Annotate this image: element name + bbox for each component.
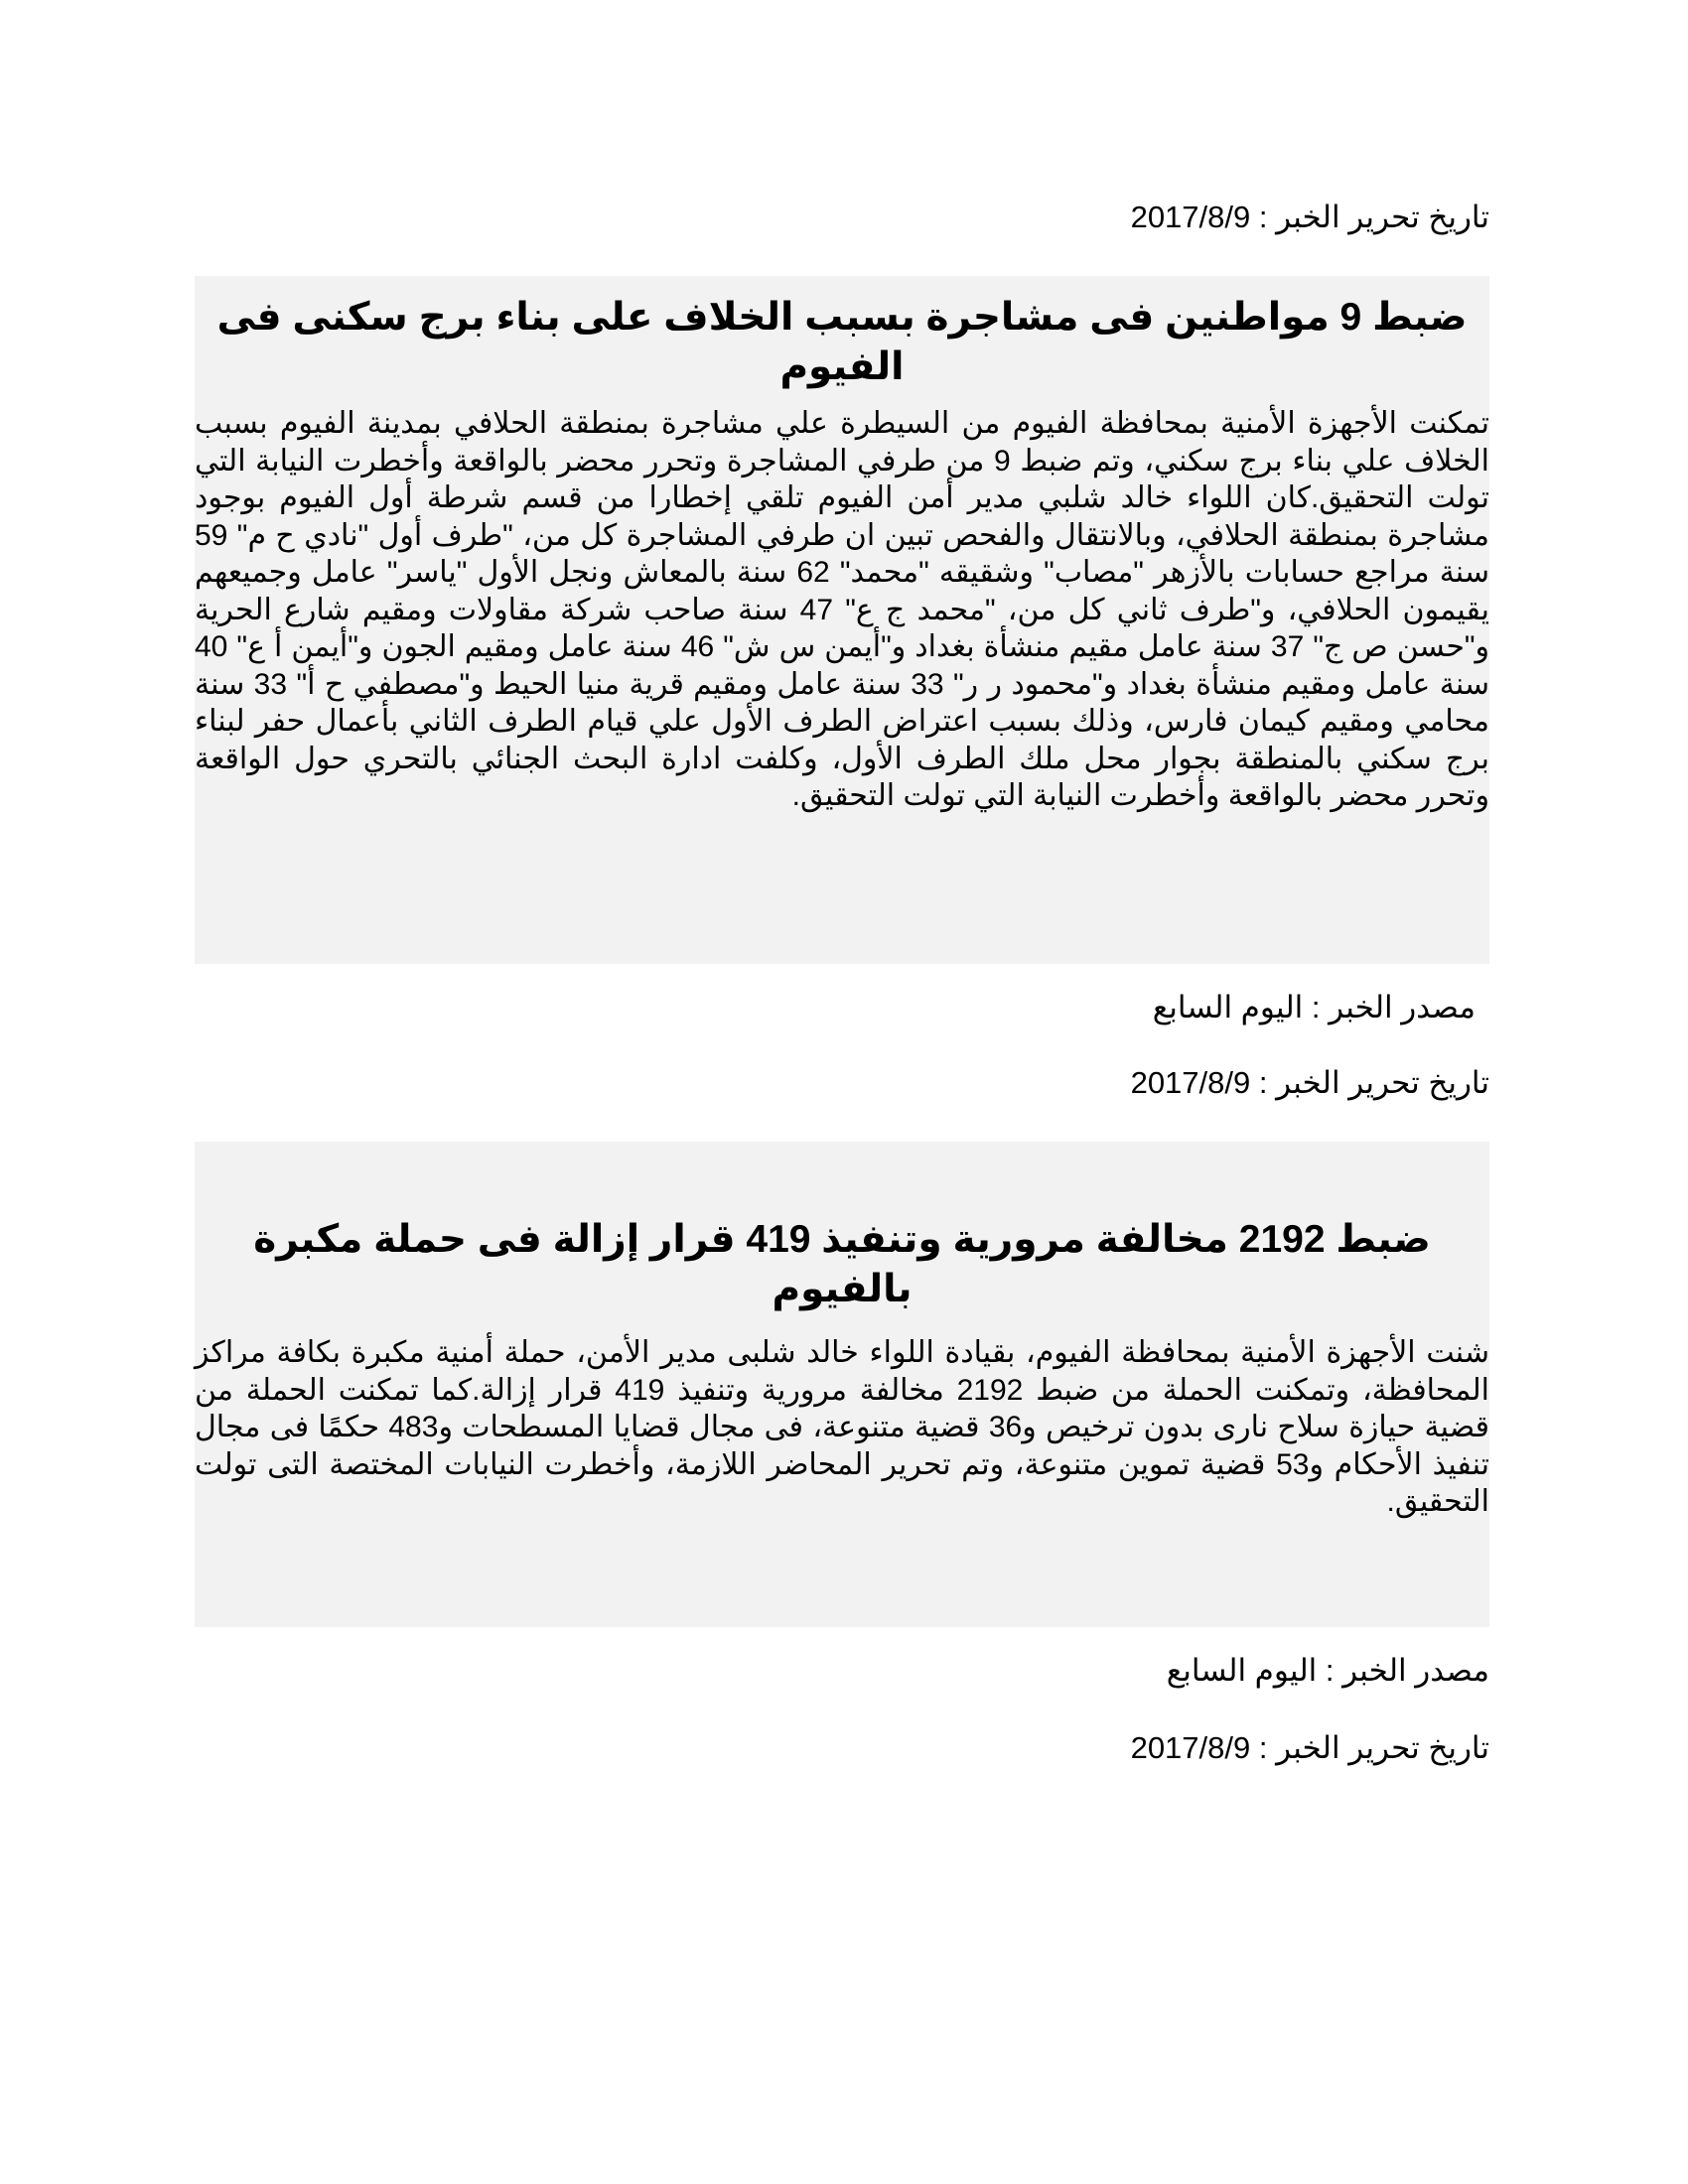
article-1-box xyxy=(195,276,1489,964)
article-2-headline: ضبط 2192 مخالفة مرورية وتنفيذ 419 قرار إزالة فى حملة مكبرة بالفيوم xyxy=(253,1218,1431,1310)
trailing-date-line: تاريخ تحرير الخبر : 2017/8/9 xyxy=(1130,1730,1489,1765)
article-1-source-line: مصدر الخبر : اليوم السابع xyxy=(1152,990,1476,1024)
document-page xyxy=(195,0,1489,2184)
article-1-body: تمكنت الأجهزة الأمنية بمحافظة الفيوم من السيطرة علي مشاجرة بمنطقة الحلافي بمدينة الفيوم بسبب الخلاف علي بناء برج سكني، وتم ضبط 9 من طرفي المشاجرة وتحرر محضر بالواقعة وأخطرت النيابة التي تولت التحقيق.كان اللواء خالد شلبي مدير أمن الفيوم تلقي إخطارا من قسم شرطة أول الفيوم بوجود مشاجرة بمنطقة الحلافي، وبالانتقال والفحص تبين ان طرفي المشاجرة كل من، "طرف أول "نادي ح م" 59 سنة مراجع حسابات بالأزهر "مصاب" وشقيقه "محمد" 62 سنة بالمعاش ونجل الأول "ياسر" عامل وجميعهم يقيمون الحلافي، و"طرف ثاني كل من، "محمد ج ع" 47 سنة صاحب شركة مقاولات ومقيم شارع الحرية و"حسن ص ج" 37 سنة عامل مقيم منشأة بغداد و"أيمن س ش" 46 سنة عامل ومقيم الجون و"أيمن أ ع" 40 سنة عامل ومقيم منشأة بغداد و"محمود ر ر" 33 سنة عامل ومقيم قرية منيا الحيط و"مصطفي ح أ" 33 سنة محامي ومقيم كيمان فارس، وذلك بسبب اعتراض الطرف الأول علي قيام الطرف الثاني بأعمال حفر لبناء برج سكني بالمنطقة بجوار محل ملك الطرف الأول، وكلفت ادارة البحث الجنائي بالتحري حول الواقعة وتحرر محضر بالواقعة وأخطرت النيابة التي تولت التحقيق. xyxy=(195,407,1490,812)
article-2-date-line: تاريخ تحرير الخبر : 2017/8/9 xyxy=(1130,1065,1489,1100)
article-2-box xyxy=(195,1142,1489,1627)
article-1-headline: ضبط 9 مواطنين فى مشاجرة بسبب الخلاف على بناء برج سكنى فى الفيوم xyxy=(216,296,1468,388)
article-1-date-line: تاريخ تحرير الخبر : 2017/8/9 xyxy=(1130,200,1489,234)
article-2-body: شنت الأجهزة الأمنية بمحافظة الفيوم، بقيادة اللواء خالد شلبى مدير الأمن، حملة أمنية مكبرة بكافة مراكز المحافظة، وتمكنت الحملة من ضبط 2192 مخالفة مرورية وتنفيذ 419 قرار إزالة.كما تمكنت الحملة من قضية حيازة سلاح نارى بدون ترخيص و36 قضية متنوعة، فى مجال قضايا المسطحات و483 حكمًا فى مجال تنفيذ الأحكام و53 قضية تموين متنوعة، وتم تحرير المحاضر اللازمة، وأخطرت النيابات المختصة التى تولت التحقيق. xyxy=(195,1336,1490,1518)
article-2-source-line: مصدر الخبر : اليوم السابع xyxy=(1166,1653,1489,1688)
